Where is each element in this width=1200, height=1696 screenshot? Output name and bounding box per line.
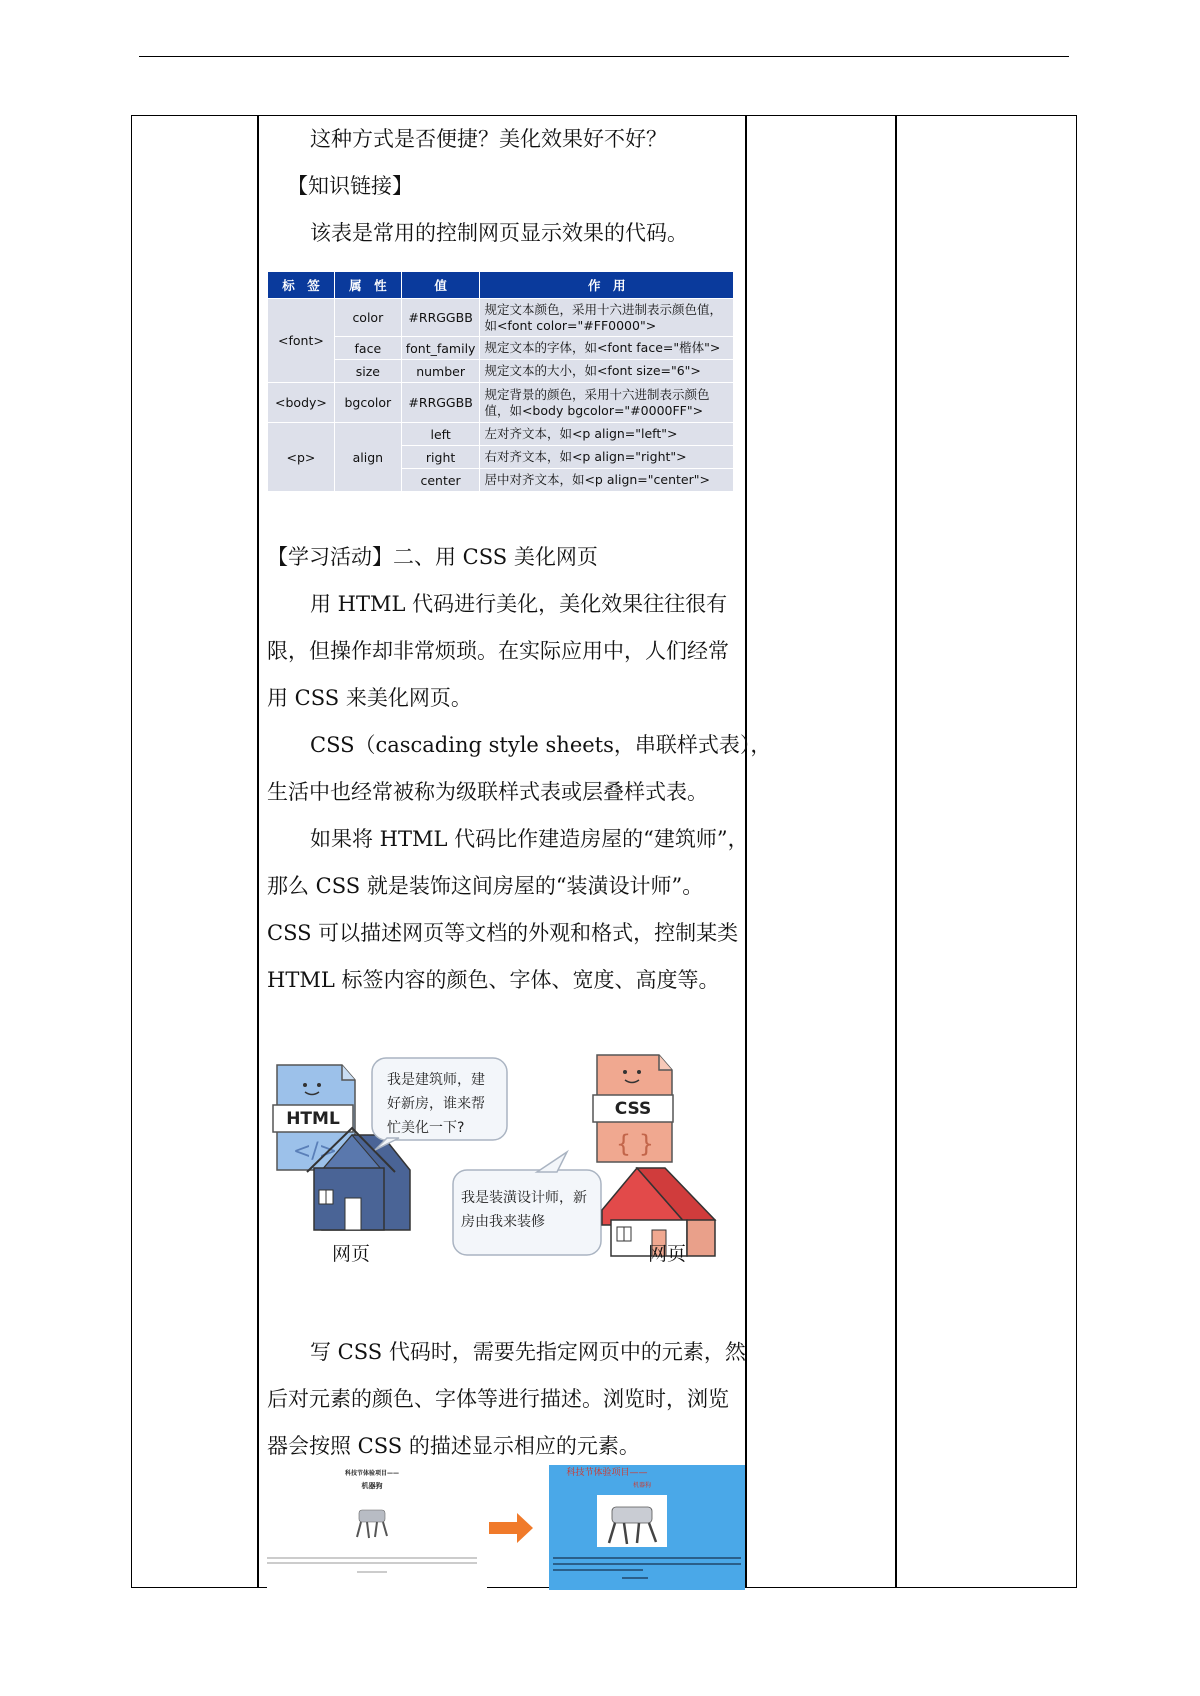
value-cell: right bbox=[401, 446, 480, 469]
purpose-cell: 居中对齐文本，如<p align="center"> bbox=[480, 469, 734, 492]
bubble2-line: 我是装潢设计师，新 bbox=[461, 1190, 587, 1206]
html-style-reference-table bbox=[267, 271, 734, 492]
attr-cell: color bbox=[334, 299, 401, 337]
html-label: HTML bbox=[286, 1109, 340, 1129]
purpose-cell: 左对齐文本，如<p align="left"> bbox=[480, 423, 734, 446]
table-row bbox=[268, 337, 734, 360]
tag-cell-body: <body> bbox=[268, 383, 335, 423]
paragraph-line: CSS 可以描述网页等文档的外观和格式，控制某类 bbox=[267, 921, 739, 945]
paragraph-line: CSS（cascading style sheets，串联样式表）， bbox=[310, 733, 772, 757]
paragraph-line: 如果将 HTML 代码比作建造房屋的“建筑师”， bbox=[310, 827, 749, 851]
tag-cell-font: <font> bbox=[268, 299, 335, 383]
architect-speech-bubble bbox=[372, 1058, 507, 1150]
header-attribute: 属 性 bbox=[334, 272, 401, 299]
after-title: 科技节体验项目—— bbox=[566, 1468, 648, 1478]
css-document-icon bbox=[593, 1055, 673, 1162]
caption-left-webpage: 网页 bbox=[331, 1243, 371, 1265]
learning-activity-heading: 【学习活动】二、用 CSS 美化网页 bbox=[267, 545, 598, 569]
purpose-cell: 规定背景的颜色，采用十六进制表示颜色值，如<body bgcolor="#0000FF"> bbox=[480, 383, 734, 423]
css-before-after-screenshots bbox=[267, 1465, 745, 1590]
question-line: 这种方式是否便捷？美化效果好不好？ bbox=[310, 127, 667, 151]
table-row bbox=[268, 383, 734, 423]
value-cell: #RRGGBB bbox=[401, 383, 480, 423]
before-webpage-thumbnail bbox=[267, 1465, 487, 1590]
after-webpage-thumbnail bbox=[549, 1465, 745, 1590]
column-divider-3 bbox=[895, 115, 897, 1588]
value-cell: center bbox=[401, 469, 480, 492]
paragraph-line: 生活中也经常被称为级联样式表或层叠样式表。 bbox=[267, 780, 708, 804]
after-subtitle: 机器狗 bbox=[632, 1482, 652, 1489]
css-label: CSS bbox=[614, 1099, 652, 1119]
robot-dog-image bbox=[597, 1495, 667, 1547]
table-intro-line: 该表是常用的控制网页显示效果的代码。 bbox=[310, 221, 688, 245]
designer-speech-bubble bbox=[453, 1152, 601, 1255]
paragraph-line: 器会按照 CSS 的描述显示相应的元素。 bbox=[267, 1434, 640, 1458]
attr-cell: size bbox=[334, 360, 401, 383]
brace-icon: { } bbox=[615, 1130, 655, 1158]
value-cell: #RRGGBB bbox=[401, 299, 480, 337]
purpose-cell: 规定文本颜色，采用十六进制表示颜色值，如<font color="#FF0000"> bbox=[480, 299, 734, 337]
before-title: 科技节体验项目—— bbox=[344, 1470, 400, 1477]
column-divider-1 bbox=[257, 115, 259, 1588]
bubble2-line: 房由我来装修 bbox=[461, 1214, 545, 1230]
header-value: 值 bbox=[401, 272, 480, 299]
purpose-cell: 规定文本的大小，如<font size="6"> bbox=[480, 360, 734, 383]
caption-right-webpage: 网页 bbox=[647, 1243, 687, 1265]
value-cell: number bbox=[401, 360, 480, 383]
purpose-cell: 规定文本的字体，如<font face="楷体"> bbox=[480, 337, 734, 360]
tag-cell-p: <p> bbox=[268, 423, 335, 492]
paragraph-line: 写 CSS 代码时，需要先指定网页中的元素，然 bbox=[310, 1340, 746, 1364]
attr-cell: face bbox=[334, 337, 401, 360]
header-tag: 标 签 bbox=[268, 272, 335, 299]
paragraph-line: 限，但操作却非常烦琐。在实际应用中，人们经常 bbox=[267, 639, 729, 663]
column-divider-2 bbox=[745, 115, 747, 1588]
knowledge-link-heading: 【知识链接】 bbox=[287, 174, 413, 198]
html-css-analogy-illustration bbox=[267, 1050, 745, 1320]
header-purpose: 作 用 bbox=[480, 272, 734, 299]
value-cell: left bbox=[401, 423, 480, 446]
code-icon: </> bbox=[292, 1139, 338, 1164]
paragraph-line: HTML 标签内容的颜色、字体、宽度、高度等。 bbox=[267, 968, 720, 992]
header-rule bbox=[139, 56, 1069, 57]
value-cell: font_family bbox=[401, 337, 480, 360]
attr-cell-align: align bbox=[334, 423, 401, 492]
paragraph-line: 后对元素的颜色、字体等进行描述。浏览时，浏览 bbox=[267, 1387, 729, 1411]
before-subtitle: 机器狗 bbox=[361, 1482, 383, 1490]
table-row bbox=[268, 423, 734, 446]
paragraph-line: 那么 CSS 就是装饰这间房屋的“装潢设计师”。 bbox=[267, 874, 704, 898]
attr-cell: bgcolor bbox=[334, 383, 401, 423]
bubble1-line: 我是建筑师，建 bbox=[387, 1072, 485, 1088]
transform-arrow-icon bbox=[489, 1513, 533, 1543]
table-row bbox=[268, 299, 734, 337]
bubble1-line: 忙美化一下? bbox=[387, 1120, 465, 1136]
purpose-cell: 右对齐文本，如<p align="right"> bbox=[480, 446, 734, 469]
table-header-row bbox=[268, 272, 734, 299]
paragraph-line: 用 CSS 来美化网页。 bbox=[267, 686, 472, 710]
bubble1-line: 好新房，谁来帮 bbox=[387, 1096, 485, 1112]
table-row bbox=[268, 360, 734, 383]
paragraph-line: 用 HTML 代码进行美化，美化效果往往很有 bbox=[310, 592, 728, 616]
